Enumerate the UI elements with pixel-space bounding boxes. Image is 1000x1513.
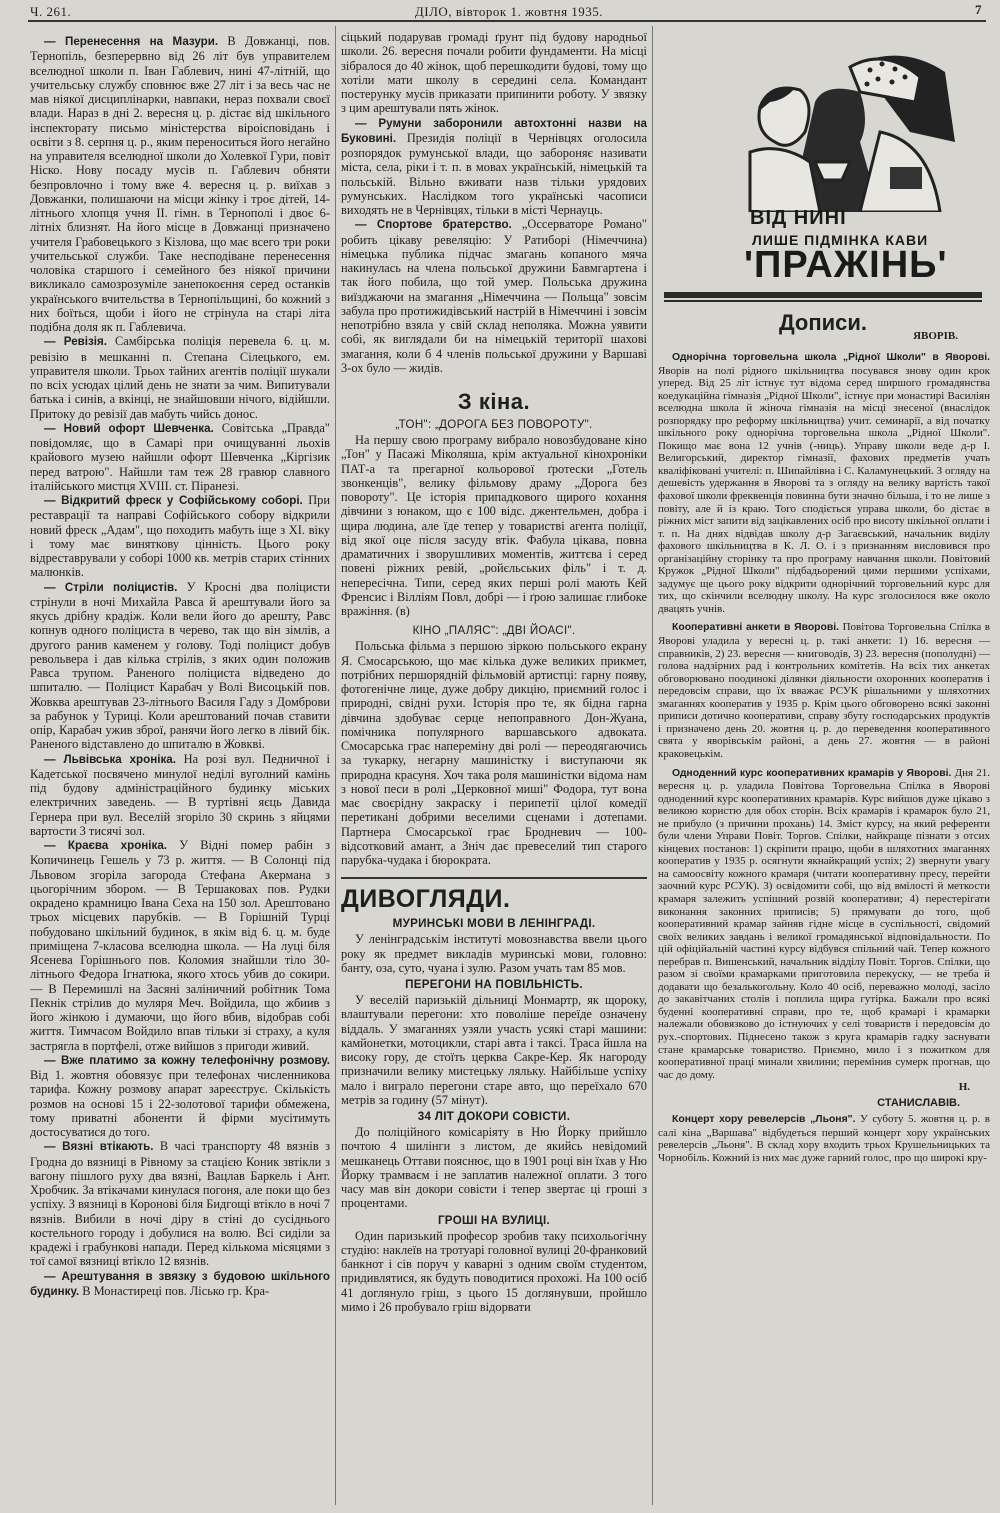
cinema-review: На першу свою програму вибрало новозбудоване кіно „Тон" у Пасажі Міколяша, крім актуальної кінохроніки ПАТ-а та прегарної кольорової ґротески „Готель звонкенців", велику фільмову драму „Дорога без повороту". Це історія припадкового щирого кохання дівчини з юнаком, що є 100 відс. джентельмен, добра і щира людина, але їде тепер у товаристві агента поліції, від якої оце після засуду втік. Фабула цікава, повна драматичних і зворушливих моментів, життєва і серед повені ріжних ревій, „ройєльських філь" і т. д. непересічна. Типи, серед яких перші ролі мають Кей Френсис і Вілліям Повл, добрі — і ґрою залишає глибоке вражіння. (в) <box>341 433 647 618</box>
curiosity-text: У веселій паризькій дільниці Монмартр, як щороку, влаштували перегони: хто поволіше переїде означену віддаль. У змаганнях узяли участь усякі старі машини: камйонетки, мотоцикли, старі авта і таксі. Траса йшла на високу гору, де стоїть церква Сакре-Кер. Як нагороду призначили велику мистецьку ляльку. Найбільше успіху мало і виграло перегони старе авто, що переїхало 670 метрів за годину (57 мінут). <box>341 993 647 1107</box>
article-body: У Кросні два поліцисти стрінули в ночі Михайла Равса й арештували його за якусь дрібну крадіж. Коли вели його до арешту, Равс копнув одного поліциста в черево, так що він зімлів, а другого ранив каменем у голову. Тоді поліцист добув револьвера і дав кілька стрілів, з яких один положив Равса трупом. Раненого поліциста відведено до шпиталю. — Поліцист Карабач у Волі Висоцькій пов. Жовква арештував 23-літнього Василя Гаду з Домброви за рабунок у Туриці. Коли арештований почав ставити опір, Карабач ужив зброї, ранячи його легко в лівий бік. Раненого відставлено до шпиталю в Жовкві. <box>30 579 330 752</box>
article-lead: — Ревізія. <box>44 335 107 349</box>
article <box>658 767 990 1082</box>
article-lead: — Арештування в звязку з будовою шкільного будинку. <box>30 1269 330 1298</box>
article-body: Яворів на полі рідного шкільництва посувався знову один крок уперед. Від 25 літ істнує тут відома серед ширшого громадянства коедукаційна гімназія „Рідної Школи", істнує при монастирі Василіян вселюдна школа й жіноча гімназія на місці знесеної (внаслідок розпорядку про реформу шкільництва) учит. семинарії, а від початку шкільного року однорічна торговельна школа „Рідної Школи". Покищо має вона 12 учнів (-ниць). Управу школи веде д-р І. Велигорський, директор гімназії, фахових предметів учать кваліфіковані учителі: п. Шипайлівна і С. Каламунецький. З огляду на дешевість удержання в Яворові та з огляду на велику вартість такої фахової школи фреквенція повинна бути значно більша, і то не лише з повіту, але й із краю. Того сподіється управа школи, бо дістає в ріжних міст запити від зацікавлених осіб про висоту шкільної оплати і т. п. На днях відвідав школу д-р Загаєвський, начальник виділу фахового шкільництва в К. Л. О. і з признанням висловився про організаційну сторінку та про програму навчання школи. Повітовий Кружок „Рідної Школи" підбадьорений цими першими успіхами, задумує ще цього року відкрити однорічний торговельний курс для тих, що скінчили вселюдну школу. На курс зголосилося вже около двацять учнів. <box>658 364 990 615</box>
article-lead: — Краєва хроніка. <box>44 839 167 852</box>
article <box>658 1113 990 1164</box>
article <box>30 580 330 752</box>
article <box>30 493 330 580</box>
cinema-heading: З кіна. <box>457 389 531 414</box>
article <box>30 752 330 839</box>
article-lead: Кооперативні анкети в Яворові. <box>672 622 840 634</box>
article <box>30 1139 330 1268</box>
ad-brand: 'ПРАЖІНЬ' <box>744 244 948 286</box>
article-lead: Одноденний курс кооперативних крамарів у Яворові. <box>672 767 952 779</box>
article-body: Президія поліції в Чернівцях оголосила розпорядок румунської влади, що забороняє називати міста, села, ріки і т. п. в мовах українській, німецькій та польській. Вільно вживати назв тільки урядових румунських. Наслідком того українські часописи виходять не в Чернівцях, тільки в місті Чернауць. <box>341 130 647 217</box>
page-number: 7 <box>975 2 982 17</box>
correspondence-header <box>658 292 988 342</box>
ad-illustration <box>700 22 970 212</box>
article-body: Самбірська поліція перевела 6. ц. м. ревізію в мешканні п. Степана Сілецького, ем. управителя школи. Трьох тайних агентів поліції шукали по всіх усюдах цілий день не знати за чим. Випитували батька і синів, а вкінці, не знайшовши нічого, відійшли. Притоку до ревізії дав мабуть чийсь донос. <box>30 334 330 421</box>
place-heading: СТАНИСЛАВІВ. <box>877 1097 960 1110</box>
signature: Н. <box>958 1081 970 1094</box>
ad-line-2: ЛИШЕ ПІДМІНКА КАВИ <box>752 232 929 248</box>
ad-line-1: ВІД НИНІ <box>750 207 847 229</box>
article-lead: — Румуни заборонили автохтонні назви на Буковині. <box>341 116 647 145</box>
article <box>30 334 330 421</box>
column-1 <box>30 34 330 1299</box>
cinema-subheading: „ТОН": „ДОРОГА БЕЗ ПОВОРОТУ". <box>395 418 593 431</box>
column-2 <box>341 30 647 1314</box>
article <box>658 351 990 615</box>
article-body: Повітова Торговельна Спілка в Яворові уладила у вересні ц. р. такі анкети: 1) 16. вересня — справників, 2) 23. вересня — книговодів, 3) 23. вересня (пополудні) — голова надзірних рад і контрольних комітетів. На всіх тих анкетах обговорювано поодинокі ділянки діяльности охоронних кооператив і передовсім справи, що їх вважає РСУК рішальними у шляхотних змаганнях кооператив у 1935 р. Крім цього обговорено всякі законні приписи дотично кооперативи, справу збуту господарських продуктів і призначено день 20. жовтня ц. р. до переведення кооперативного свята у яворівськім районі, а день 27. жовтня — в районі краковецькім. <box>658 621 991 760</box>
section-rule <box>664 292 982 298</box>
cinema-section <box>341 389 647 867</box>
article <box>30 34 330 334</box>
article <box>30 1269 330 1300</box>
article <box>30 1053 330 1140</box>
article-lead: — Вязні втікають. <box>44 1140 154 1154</box>
curiosity-text: До поліційного комісаріяту в Ню Йорку прийшло почтою 4 шилінги з листом, де якийсь невідомий мешканець Оттави пояснює, що в 1901 році він їхав у Ню Йорку трамваєм і не заплатив належної оплати. З того часу мав він докори совісти і тепер звертає ці гроші з процентами. <box>341 1125 647 1211</box>
article-body: При реставрації та направі Софійського собору відкрили новий фреск „Адам", що походить мабуть іще з XI. віку і тому має виняткову цінність. Цього року відреставрували у соборі 1000 кв. метрів старих стінних малюнків. <box>30 493 330 580</box>
article-body: Совітська „Правда" повідомляє, що в Самарі при очищуванні льохів крайового музею найшли офорт Шевченка „Кіргізик перед ватрою". Найшли там теж 28 гравюр славного італійського мистця XVIII. ст. Піранезі. <box>30 420 330 493</box>
curiosity-subheading: 34 ЛІТ ДОКОРИ СОВІСТИ. <box>417 1110 571 1123</box>
article-lead: — Львівська хроніка. <box>44 752 176 766</box>
curiosity-subheading: ГРОШІ НА ВУЛИЦІ. <box>437 1213 551 1227</box>
column-divider <box>335 26 336 1505</box>
article-lead: — Відкритий фреск у Софійському соборі. <box>44 494 303 507</box>
article <box>30 838 330 1053</box>
column-divider <box>652 26 653 1505</box>
place-heading: ЯВОРІВ. <box>913 330 958 342</box>
article-body: У Відні помер рабін з Копичинець Гешель у 73 р. життя. — В Солонці під Львовом згоріла загорода Стефана Акермана з цьогорічним збором. — В Тершаковах пов. Рудки окрадено крамницю Івана Сеха на 150 зол. Арештовано трьох місцевих парубків. — В Горішній Турці побудовано шкільний будинок, в якім від 6. ц. м. буде приміщена 7-класова вселюдна школа. — На луці біля Ясенева Горішнього пов. Коломия знайшли тіло 30-літнього Федора Ігнатюка, якого хтось убив до сокири. — В Перемишлі на Засяні заліничний робітник Тома Пекнік стрілив до муляря Меч. Войдила, що жбиив з його жінкою і думаючи, що його вбив, відобрав собі життя. Тимчасом Войдило впав тільки зі страху, а куля застрягла в портфелі, отже вийшов з пригоди живий. <box>30 838 330 1053</box>
article <box>658 621 990 760</box>
section-heading: Дописи. <box>778 310 868 335</box>
coffee-advertisement <box>700 22 970 292</box>
article-body: В Довжанці, пов. Тернопіль, безперервно від 26 літ був управителем вселюдної школи п. Іван Габлевич, нині 47-літній, що учительську службу сповнює вже 27 літ і за весь час не мав ніякої дисциплінарки, навпаки, нераз похвали своєї влади. Нараз в дні 2. вересня ц. р. дістає від шкільного інспекторату письмо міністерства віроісповідань і освіти з 8. серпня ц. р., яким переноситься його негайно на управителя вселюдної школи до Холевкої Гури, повіт Ніско. Нову посаду мусів п. Габлевич обняти безпровлочно і тому вже 4. вересня ц. р. виїхав з Довжанки, полишаючи на місци жінку і троє дітей, 14-літнього хлопця учня II. гімн. в Тернополі і двоє 6-літніх близнят. На його місце в Довжанці призначено учителя Грабовецького з Кізлова, що має всего три роки учительської служби. Таке несподіване перенесення чоловіка старшого і семейного без ніякої причини викликало самозрозуміле занепокоєння серед останків українського вчительства в Тернопільщині, бо кожний з них боїться, щоби і його не стрінула на старі літа подібна доля як п. Габлевича. <box>30 34 330 334</box>
article-body: В Монастиреці пов. Лісько гр. Кра- <box>82 1283 270 1298</box>
article-body: Від 1. жовтня обовязує при телефонах численникова тарифа. Кожну розмову апарат зареєструє. Скількість розмов на основі 15 і 22-золотової тарифи обмежена, тому приватні абоненти й фірми мусітимуть достосуватися до того. <box>30 1068 330 1139</box>
article-lead: — Стріли поліцистів. <box>44 580 178 594</box>
article-body: „Оссерваторе Романо" робить цікаву ревеляцію: У Ратиборі (Німеччина) німецька публика підчас змагань копаного мяча накинулась на члена польської дружини Бавмгартена і так його побила, що той умер. Польська дружина виїзджаючи на змагання „Німеччина — Польща" зовсім забула про протижидівський настрій в Німеччині і зовсім непотрібно взяла у свій склад неполяка. Можна уявити собі, як виглядали би на німецькій території шахові змагання, коли б 4 членів польської дружини у Варшаві 3-ох було — жидів. <box>341 217 647 375</box>
curiosity-text: Один паризький професор зробив таку психольогічну студію: наклеїв на тротуарі головної вулиці 20-франковий банкнот і сів поруч у каварні з одним своїм студентом, придивлятися, як будуть поводитися прохожі. На 100 осіб 41 доглянуло гріш, з цього 15 доглянувши, пройшло мимо і 26 пробувало гріш відорвати <box>341 1228 647 1314</box>
masthead: ДІЛО, вівторок 1. жовтня 1935. <box>414 4 604 19</box>
article <box>30 421 330 493</box>
curiosity-subheading: МУРИНСЬКІ МОВИ В ЛЕНІНГРАДІ. <box>392 917 596 931</box>
article-body: У суботу 5. жовтня ц. р. в салі кіна „Варшава" відбудеться перший концерт хору українських ревелерсів „Льоня". В склад хору входить трьох Крушельницьких та Чорнобіль. Кожний із них має дуже гарний голос, про що широкі кру- <box>658 1113 991 1164</box>
article-body: В часі транспорту 48 вязнів з Гродна до вязниці в Рівному за стацією Коник звтікли з вагону пішлого руху два вязні, Вацлав Баркель і Ант. Хробчик. За втікачами кинулася погоня, але поки що без успіху. З вязниці в Короновi біля Бидгощі втікло в ночі 7 вязнів. Вибили в ночі діру в стіні до сусіднього костельного городу і добулися на волю. Всі сиділи за крадежі і грабункові напади. Перед кількома місяцями з тої самої вязниці втікло 12 вязнів. <box>30 1139 330 1269</box>
cinema-subheading: КІНО „ПАЛЯС": „ДВІ ЙОАСІ". <box>412 624 576 638</box>
article-lead: — Новий офорт Шевченка. <box>44 421 214 435</box>
article-lead: Концерт хору ревелерсів „Льоня". <box>672 1114 856 1126</box>
article <box>341 116 647 218</box>
article <box>341 217 647 375</box>
article-body: Дня 21. вересня ц. р. уладила Повітова Торговельна Спілка в Яворові одноденний курс кооперативних крамарів. Курс вийшов дуже цікаво з великою користю для обох сторін. Всіх крамарів і крамарок було 21, не прибуло (з причини прохань) 14. Зміст курсу, на який референти були члени Управи Повіт. Торгов. Спілки, найкраще пізнати з отсих кінцевих постанов: 1) скріпити працю, щоби в шляхотних змаганнях кооператив у 1935 р. осягнути якнайкращий успіх; 2) звернути увагу на самоосвіту кожного крамаря (читати кооперативну пресу, перейти заочний курс РСУК). 3) освідомити собі, що від вмілості й меткости крамаря залежить успішний розвій кооперативи; 4) перестерігати виконання законних приписів; 5) прямувати до того, щоб кооперативний крамар зайняв гідне місце в суспільності, свідомий своїх великих завдань і великої громадянської відповідальности. По цій офіційальній частині курсу відбувся спільний чай. Тепер кожного перебрав п. Вишенський, начальник відділу Повіт. Торгов. Спілки, що разом зі своїми крамарками приготовила перекуску, — не треба й додавати що безалькогольну. Коло 40 осіб, переважно молоді, засіло до закавітчаних столів і поплила щира гутірка. Бажали про всякі буденні кооперативні справи, про те, щоб крамарі і крамарки належали обовязково до істнуючих у селі товариств і передовсім до рух.-спортових. Піднесено також з круга крамарів гадку заснувати стане крамарське товариство. Приємно, мило і з пожитком для кооперативної праці минали хвилини; перемінив сумерк прогнав, що час до дому. <box>658 766 990 1081</box>
cinema-review: Польська фільма з першою зіркою польського екрану Я. Смосарською, що має кілька дуже великих прикмет, потрібних першорядній фільмовій артистці: гарну появу, фотогенічне лице, дуже добру дикцію, приємний голос і природні, свідні рухи. Історія про те, як бідна гарна дівчина здобуває серце непоправного Дон-Жуана, помічника популярного варшавського адвоката. Смосарська грає напереміну дві ролі — переодягаючись за тукарку, негарну машиністку і виступаючи як природна красуня. Хоч така роля машиністки відома нам з нової песи в ролі „Церковної миші" Фодора, тут вона має своєрідну закраску і перипетії цілої комедії перетикані добрими веселими сценами і дотепами. Партнера Смосарської грає Бродневич — 100-відсотковий амант, а Зніч дає превеселий тип старого парубка-чудака і бюрократа. <box>341 639 647 867</box>
article-lead: — Перенесення на Мазури. <box>44 35 219 48</box>
page-header <box>30 2 988 20</box>
curiosities-heading: ДИВОГЛЯДИ. <box>341 885 511 914</box>
article-lead: — Вже платимо за кожну телефонічну розмову. <box>44 1053 330 1067</box>
article-lead: — Спортове братерство. <box>355 218 512 232</box>
section-rule <box>664 300 982 302</box>
curiosities-section <box>341 885 647 1314</box>
article-body: На розі вул. Педничної і Кадетської посвячено минулої неділі вуголний камінь під будову адміністраційного будинку міських електричних заведень. — В туртівні яєць Давида Гернера при вул. Веселій згоріло 30 скринь з яйцями вартости 3 тисячі зол. <box>30 751 330 838</box>
continued-text: сіцький подарував громаді ґрунт під будову народньої школи. 26. вересня почали робити фундаменти. На місці зібралося до 40 жінок, щоб перешкодити будові, тому що хотіли мати школу в середині села. Командант постерунку мусів приказати припинити роботу. У звязку з цим арештували пять жінок. <box>341 30 647 116</box>
column-3 <box>658 345 990 1164</box>
article-lead: Однорічна торговельна школа „Рідної Школи" в Яворові. <box>672 352 990 363</box>
issue-number: Ч. 261. <box>30 4 72 19</box>
section-rule <box>341 877 647 879</box>
curiosity-subheading: ПЕРЕГОНИ НА ПОВІЛЬНІСТЬ. <box>405 978 583 991</box>
curiosity-text: У ленінградськім інституті мовознавства ввели цього року як предмет викладів муринські мови, головно: банту, оза, суто, чуана і зулю. Разом учать там 85 мов. <box>341 932 647 975</box>
